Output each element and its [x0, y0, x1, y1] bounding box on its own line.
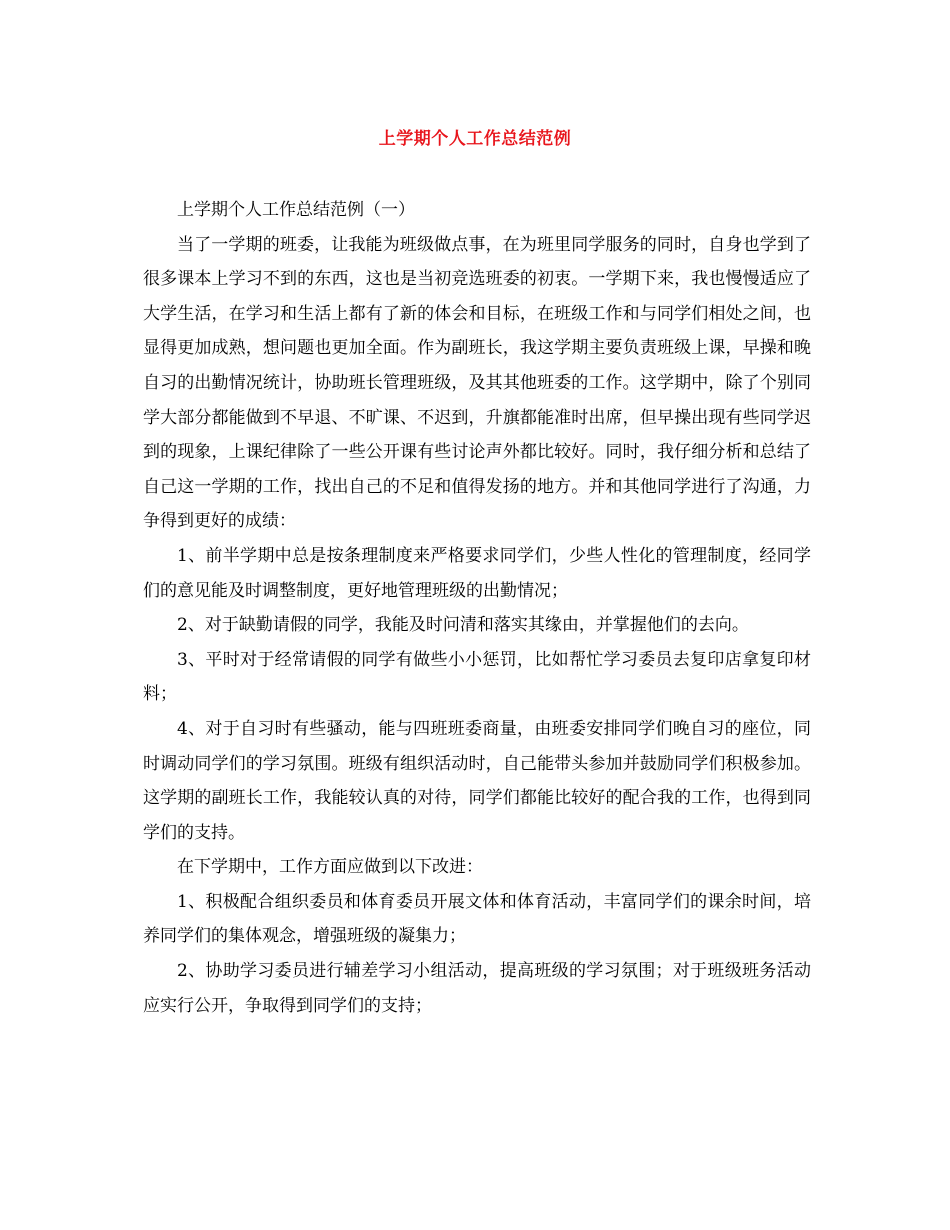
document-title: 上学期个人工作总结范例	[378, 129, 572, 149]
section-heading: 上学期个人工作总结范例（一）	[177, 200, 415, 220]
list-item: 1、积极配合组织委员和体育委员开展文体和体育活动，丰富同学们的课余时间，培养同学们的集体观念，增强班级的凝集力；	[143, 891, 811, 947]
list-item: 2、协助学习委员进行辅差学习小组活动，提高班级的学习氛围；对于班级班务活动应实行公开，争取得到同学们的支持；	[143, 961, 811, 1016]
list-item: 3、平时对于经常请假的同学有做些小小惩罚，比如帮忙学习委员去复印店拿复印材料；	[143, 649, 811, 705]
list-item: 2、对于缺勤请假的同学，我能及时问清和落实其缘由，并掌握他们的去向。	[177, 615, 749, 636]
document-body	[143, 193, 811, 1023]
list-item: 4、对于自习时有些骚动，能与四班班委商量，由班委安排同学们晚自习的座位，同时调动同学们的学习氛围。班级有组织活动时，自己能带头参加并鼓励同学们积极参加。这学期的副班长工作，我能较认真的对待，同学们都能比较好的配合我的工作，也得到同学们的支持。	[143, 718, 811, 843]
body-paragraph: 在下学期中，工作方面应做到以下改进：	[177, 857, 483, 878]
body-paragraph: 当了一学期的班委，让我能为班级做点事，在为班里同学服务的同时，自身也学到了很多课本上学习不到的东西，这也是当初竞选班委的初衷。一学期下来，我也慢慢适应了大学生活，在学习和生活上都有了新的体会和目标，在班级工作和与同学们相处之间，也显得更加成熟，想问题也更加全面。作为副班长，我这学期主要负责班级上课，早操和晚自习的出勤情况统计，协助班长管理班级，及其其他班委的工作。这学期中，除了个别同学大部分都能做到不早退、不旷课、不迟到，升旗都能准时出席，但早操出现有些同学迟到的现象，上课纪律除了一些公开课有些讨论声外都比较好。同时，我仔细分析和总结了自己这一学期的工作，找出自己的不足和值得发扬的地方。并和其他同学进行了沟通，力争得到更好的成绩：	[143, 234, 811, 532]
list-item: 1、前半学期中总是按条理制度来严格要求同学们，少些人性化的管理制度，经同学们的意见能及时调整制度，更好地管理班级的出勤情况；	[143, 545, 811, 601]
